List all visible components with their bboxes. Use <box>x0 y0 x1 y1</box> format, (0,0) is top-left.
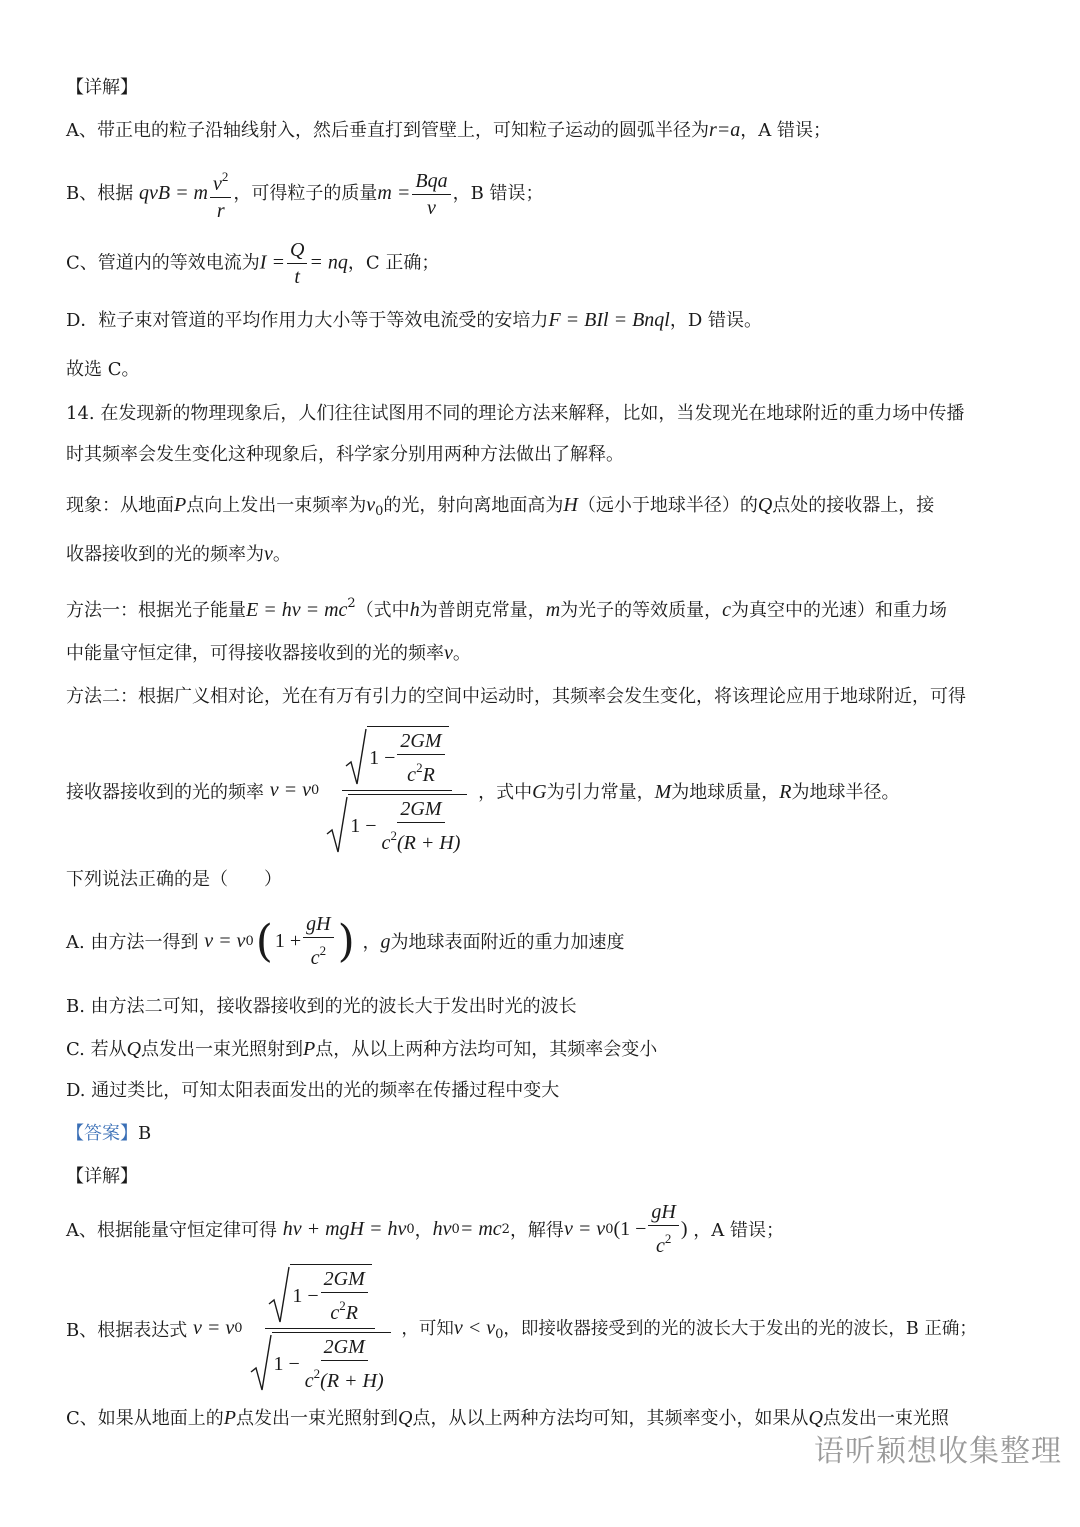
q14-stem-line-2: 时其频率会发生变化这种现象后，科学家分别用两种方法做出了解释。 <box>66 444 624 465</box>
fraction-v2-over-r: $\frac{v^2}{r}$ <box>210 165 231 223</box>
gr-frequency-formula-2: ν = ν 0 1 − $\frac{2GM}{c^2R}$ 1 − $\frac{2GM}{c^2(R + H)}$ <box>193 1264 396 1393</box>
detail-b-line-2: B、根据表达式 ν = ν 0 1 − $\frac{2GM}{c^2R}$ 1 − $\frac{2GM}{c^2(R + H)}$ ，可知$\nu < \nu_0$，即接收器接受到的光的波长大于发出的光的波长，B 正确； <box>66 1264 977 1393</box>
sqrt-radical-icon <box>268 1266 290 1324</box>
q14-phenomenon-line-1: 现象：从地面P点向上发出一束频率为$\nu_0$的光，射向离地面高为H（远小于地球半径）的Q点处的接收器上，接 <box>66 494 935 519</box>
q14-method2-line-1: 方法二：根据广义相对论，光在有万有引力的空间中运动时，其频率会发生变化，将该理论应用于地球附近，可得 <box>66 686 966 707</box>
fraction-q-over-t: $\frac{Q}{t}$ <box>287 238 307 289</box>
answer-tag: 【答案】 <box>66 1123 138 1144</box>
watermark: 语听颖想收集整理 <box>814 1434 1062 1469</box>
detail-a-line-2: A、根据能量守恒定律可得 hν + mgH = hν 0 ， hν 0 = mc 2 ，解得 ν = ν 0 (1 − $\frac{gH}{c^2}$ ) ，A 错误； <box>66 1201 785 1257</box>
q14-option-b: B. 由方法二可知，接收器接收到的光的波长大于发出时光的波长 <box>66 996 577 1017</box>
sqrt-radical-icon <box>345 728 367 786</box>
detail-a-line-1: A、带正电的粒子沿轴线射入，然后垂直打到管壁上，可知粒子运动的圆弧半径为r=a，A 错误； <box>66 119 832 141</box>
q14-stem-line-1: 14. 在发现新的物理现象后，人们往往试图用不同的理论方法来解释，比如，当发现光在地球附近的重力场中传播 <box>66 403 965 424</box>
sqrt-radical-icon <box>250 1334 272 1392</box>
detail-c-line-1: C、管道内的等效电流为I = $\frac{Q}{t}$ = nq，C 正确； <box>66 239 440 288</box>
q14-method1-line-1: 方法一：根据光子能量$E = h\nu = mc^2$（式中h为普朗克常量，m为光子的等效质量，c为真空中的光速）和重力场 <box>66 596 948 621</box>
q14-method1-line-2: 中能量守恒定律，可得接收器接收到的光的频率ν。 <box>66 642 471 664</box>
q14-method2-line-2: 接收器接收到的光的频率 ν = ν 0 1 − $\frac{2GM}{c^2R}$ 1 − $\frac{2GM}{c^2(R + H)}$ ，式中G为引力常量，M为地球质量，R为地球半径。 <box>66 726 900 855</box>
q14-option-a: A. 由方法一得到 ν = ν 0 ( 1 + $\frac{gH}{c^2}$ ) ，g为地球表面附近的重力加速度 <box>66 913 625 969</box>
sqrt-radical-icon <box>326 796 348 854</box>
answer-line <box>66 1122 151 1146</box>
q14-question: 下列说法正确的是（ ） <box>66 869 282 890</box>
q14-option-d: D. 通过类比，可知太阳表面发出的光的频率在传播过程中变大 <box>66 1080 560 1101</box>
choice-line-1: 故选 C。 <box>66 359 140 380</box>
detail-d-line-1: D．粒子束对管道的平均作用力大小等于等效电流受的安培力F = BIl = Bnql，D 错误。 <box>66 309 763 331</box>
q14-phenomenon-line-2: 收器接收到的光的频率为ν。 <box>66 543 291 565</box>
fraction-bqa-over-v: $\frac{\text{Bqa}}{v}$ <box>412 169 450 220</box>
detail-heading-2: 【详解】 <box>66 1166 138 1187</box>
q14-option-c: C. 若从Q点发出一束光照射到P点，从以上两种方法均可知，其频率会变小 <box>66 1038 658 1060</box>
detail-b-line-1: B、根据 qvB = m $\frac{v^2}{r}$ ，可得粒子的质量m = $\frac{\text{Bqa}}{v}$ ，B 错误； <box>66 165 544 223</box>
answer-value: B <box>138 1123 152 1144</box>
detail-heading-1: 【详解】 <box>66 77 138 98</box>
detail-c-line-2: C、如果从地面上的P点发出一束光照射到Q点，从以上两种方法均可知，其频率变小，如果从Q点发出一束光照 <box>66 1407 949 1429</box>
gr-frequency-formula: ν = ν 0 1 − $\frac{2GM}{c^2R}$ 1 − $\frac{2GM}{c^2(R + H)}$ <box>270 726 473 855</box>
